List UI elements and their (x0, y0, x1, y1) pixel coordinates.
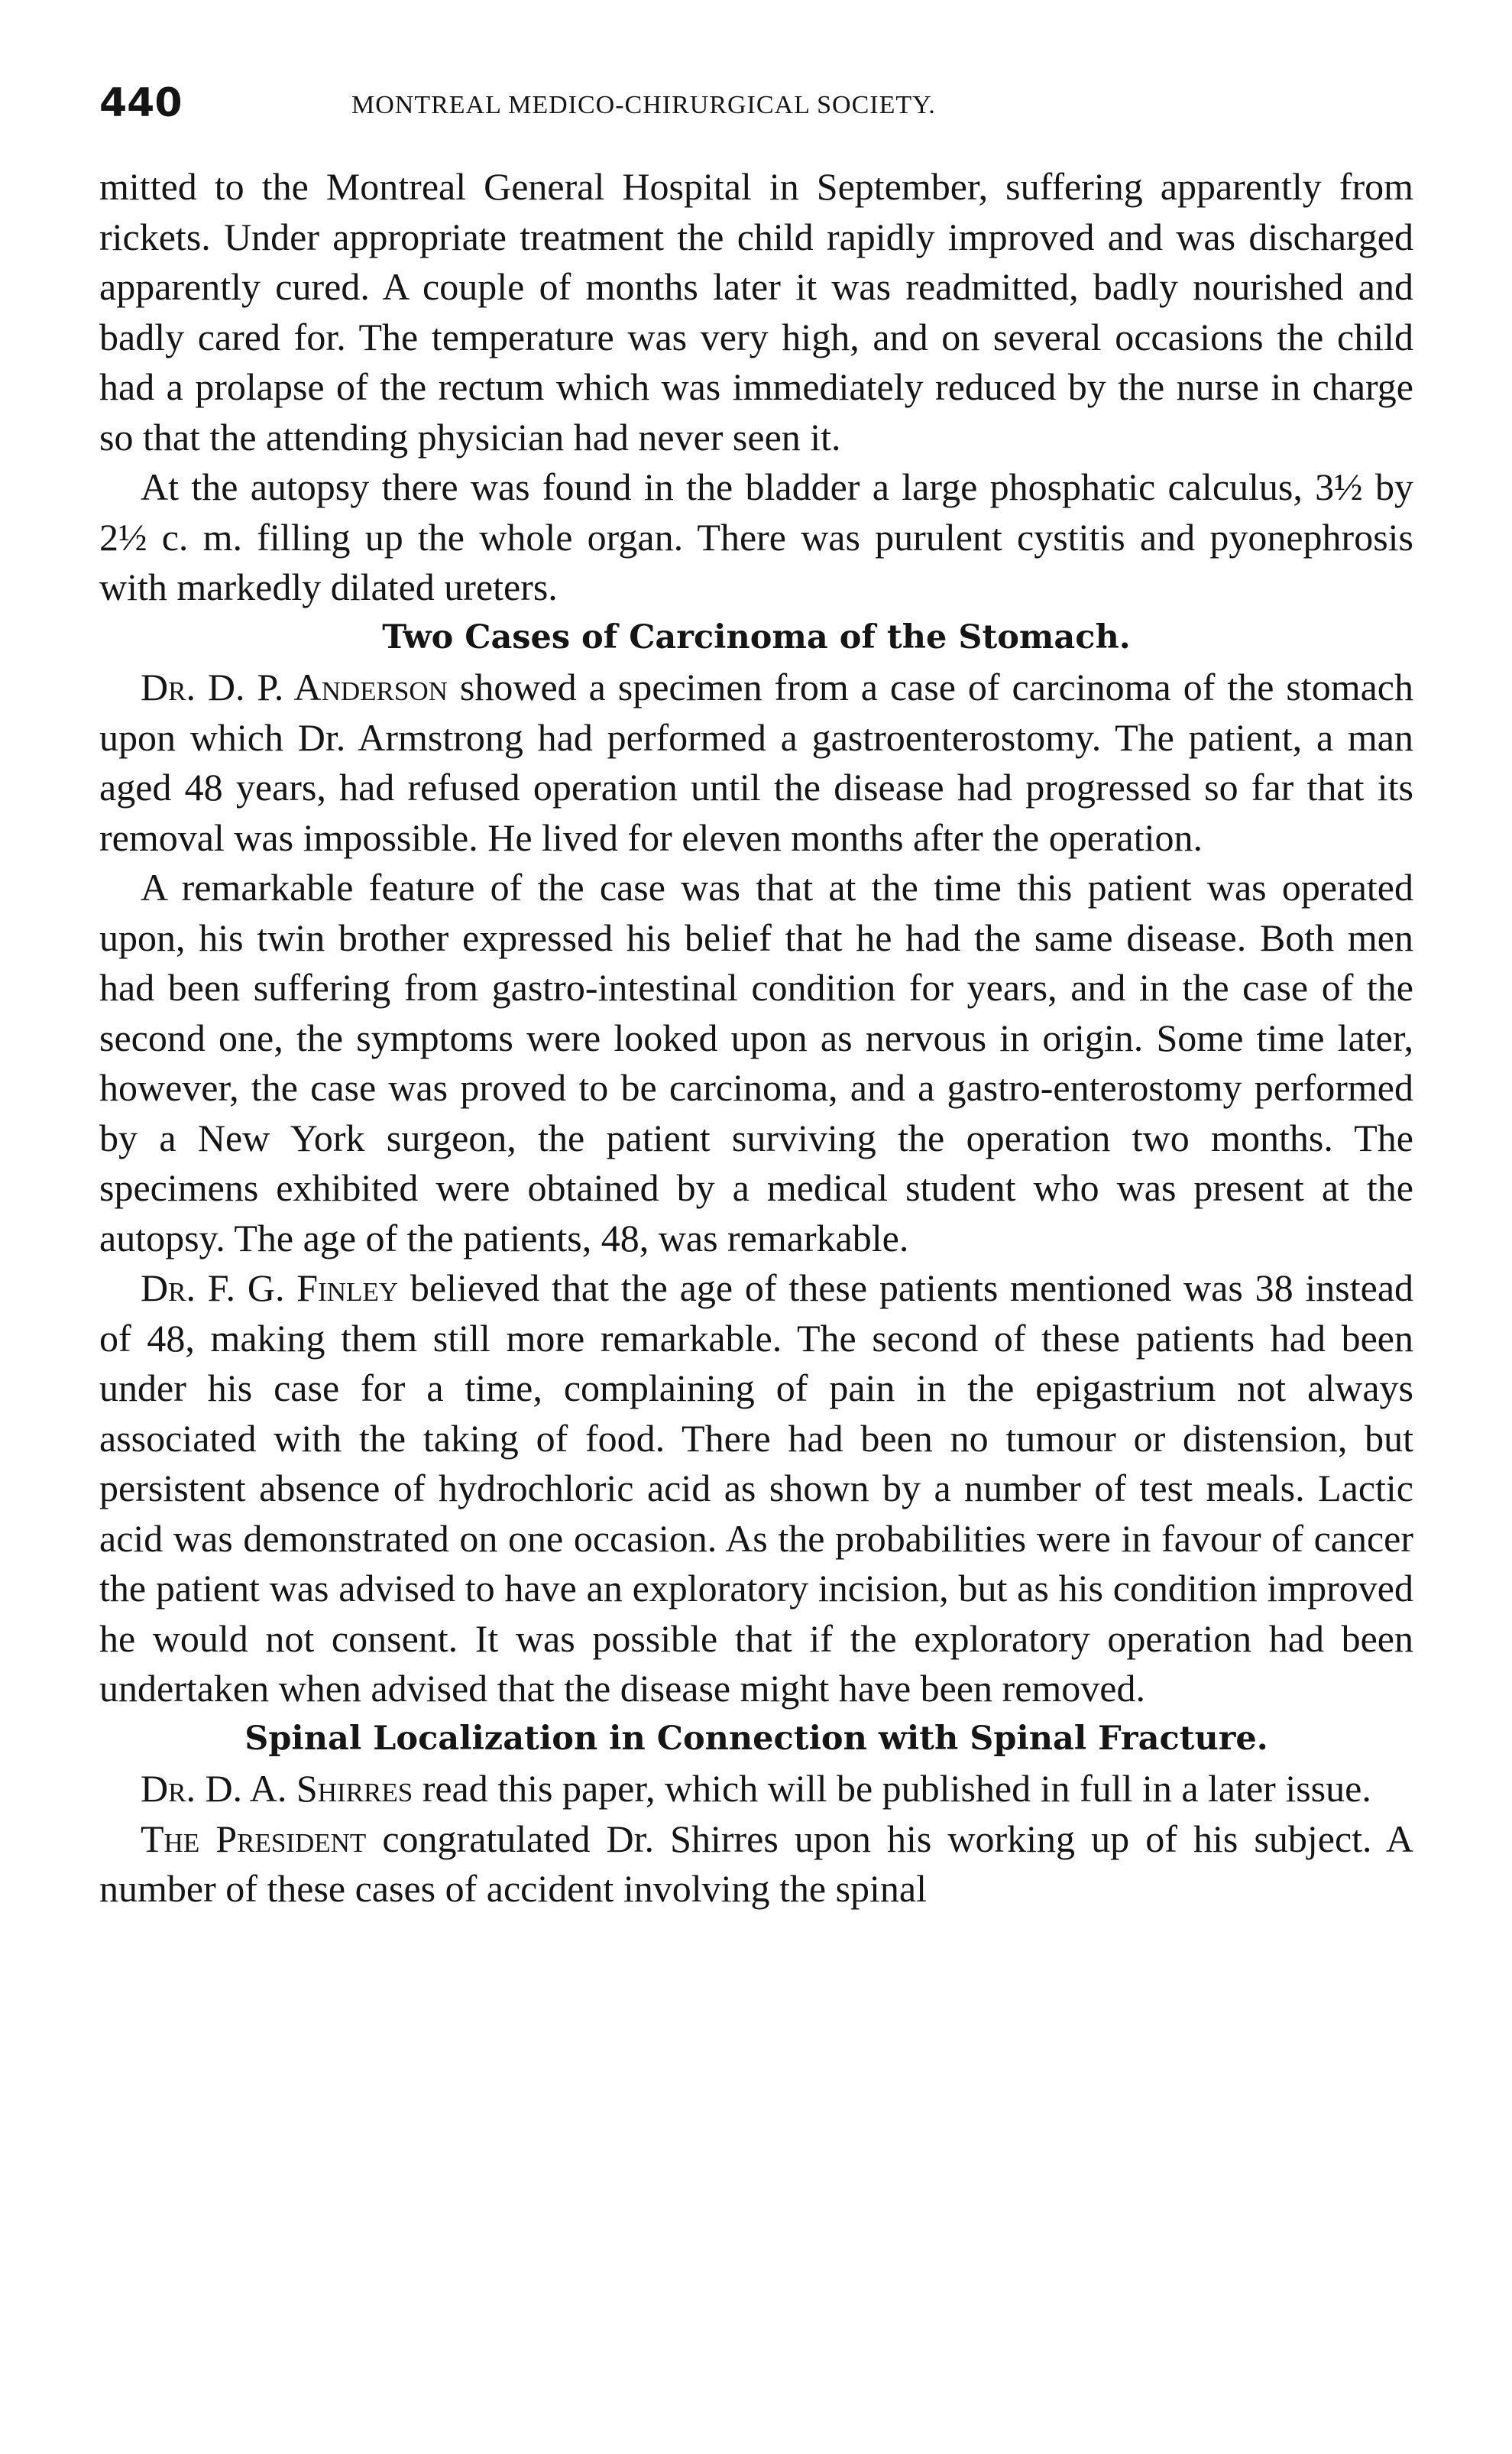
paragraph-twin-brother: A remarkable feature of the case was that at the time this patient was operated upon, his twin brother expressed his belief that he had the same disease. Both men had been suffering from gastro-intestinal condition for years, and in the case of the second one, the symptoms were looked upon as nervous in origin. Some time later, however, the case was proved to be carcinoma, and a gastro-enterostomy performed by a New York surgeon, the patient surviving the operation two months. The specimens exhibited were obtained by a medical student who was present at the autopsy. The age of the patients, 48, was remarkable. (99, 866, 1413, 1259)
section-heading-carcinoma: Two Cases of Carcinoma of the Stomach. (382, 618, 1131, 656)
paragraph-president (99, 1814, 1413, 1914)
speaker-name: The President (141, 1817, 367, 1860)
paragraph-text: believed that the age of these patients mentioned was 38 instead of 48, making them still more remarkable. The second of these patients had been under his case for a time, complaining of pain in the epigastrium not always associated with the taking of food. There had been no tumour or distension, but persistent absence of hydrochloric acid as shown by a number of test meals. Lactic acid was demonstrated on one occasion. As the probabilities were in favour of cancer the patient was advised to have an exploratory incision, but as his condition improved he would not consent. It was possible that if the exploratory operation had been undertaken when advised that the disease might have been removed. (99, 1266, 1414, 1710)
page-number: 440 (99, 80, 183, 126)
paragraph-continuation: mitted to the Montreal General Hospital in September, suffering apparently from rickets. Under appropriate treatment the child rapidly improved and was discharged apparently cured. A couple of months later it was readmitted, badly nourished and badly cared for. The temperature was very high, and on several occasions the child had a prolapse of the rectum which was immediately reduced by the nurse in charge so that the attending physician had never seen it. (99, 165, 1413, 459)
speaker-name: Dr. D. P. Anderson (141, 666, 448, 708)
page-header (99, 76, 1413, 130)
paragraph-text: read this paper, which will be published in full in a later issue. (422, 1767, 1371, 1810)
section-heading-spinal: Spinal Localization in Connection with Spinal Fracture. (244, 1719, 1268, 1758)
speaker-name: Dr. F. G. Finley (141, 1266, 399, 1309)
paragraph-finley (99, 1263, 1413, 1714)
paragraph-autopsy: At the autopsy there was found in the bladder a large phosphatic calculus, 3½ by 2½ c. m. filling up the whole organ. There was purulent cystitis and pyonephrosis with markedly dilated ureters. (99, 465, 1413, 608)
paragraph-text: showed a specimen from a case of carcinoma of the stomach upon which Dr. Armstrong had performed a gastroenterostomy. The patient, a man aged 48 years, had refused operation until the disease had progressed so far that its removal was impossible. He lived for eleven months after the operation. (99, 666, 1413, 859)
running-head: MONTREAL MEDICO-CHIRURGICAL SOCIETY. (351, 91, 936, 119)
paragraph-shirres (99, 1764, 1413, 1814)
paragraph-text: congratulated Dr. Shirres upon his working up of his subject. A number of these cases of accident involving the spinal (99, 1817, 1413, 1910)
paragraph-anderson (99, 663, 1413, 863)
speaker-name: Dr. D. A. Shirres (141, 1767, 413, 1810)
article-body (99, 162, 1413, 1914)
